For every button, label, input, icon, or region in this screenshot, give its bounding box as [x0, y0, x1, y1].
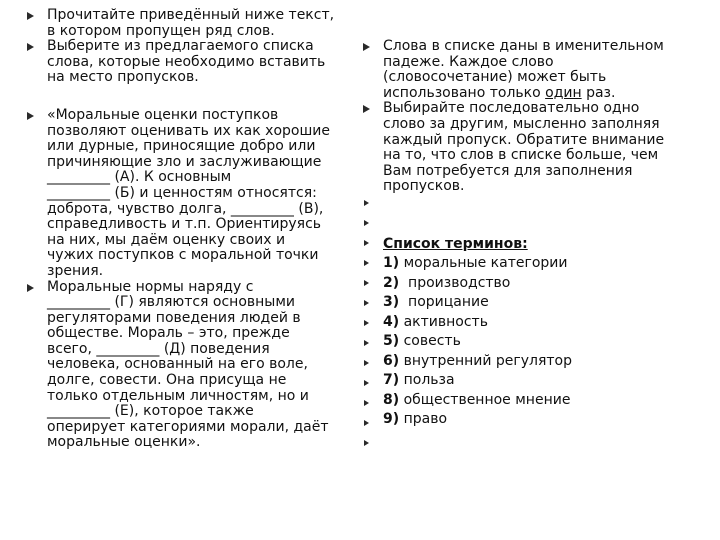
- passage-part-2: [27, 280, 362, 452]
- bullet-icon: [364, 240, 369, 246]
- term-item-5: [383, 332, 703, 352]
- bullet-icon: [363, 43, 370, 51]
- term-item-3: [383, 293, 703, 313]
- term-number: 2): [383, 274, 400, 291]
- term-text: право: [403, 411, 448, 427]
- bullet-icon: [364, 320, 369, 326]
- instruction-read-text: Прочитайте приведённый ниже текст, в котором пропущен ряд слов.: [47, 7, 335, 39]
- bullet-icon: [364, 340, 369, 346]
- term-text: порицание: [408, 294, 489, 310]
- term-text: общественное мнение: [403, 391, 571, 408]
- terms-title: Список терминов:: [383, 236, 528, 252]
- term-text: производство: [408, 274, 511, 291]
- bullet-icon: [364, 300, 369, 306]
- term-text: совесть: [403, 333, 461, 349]
- term-number: 8): [383, 391, 400, 408]
- terms-list: [383, 236, 703, 430]
- term-number: 5): [383, 333, 400, 349]
- bullet-icon: [363, 105, 370, 113]
- term-item-2: [383, 274, 703, 294]
- bullet-icon: [27, 112, 34, 120]
- term-number: 1): [383, 255, 400, 271]
- instruction-choose-text: Выберите из предлагаемого списка слова, которые необходимо вставить на место пропусков.: [47, 38, 326, 86]
- left-column: [27, 8, 362, 451]
- passage-part-1-text: «Моральные оценки поступков позволяют оценивать их как хорошие или дурные, приносящие добро или причиняющие зло и заслуживающие _________ (А). К основным _________ (Б) и ценностям относятся: доброта, чувство долга, _________ (В), справедливость и т.п. Ориентируясь на них, мы даём оценку своих и чужих поступков с моральной точки зрения.: [47, 106, 330, 279]
- term-text: моральные категории: [403, 255, 568, 271]
- instruction-read: [27, 8, 362, 39]
- term-item-6: [383, 352, 703, 372]
- term-item-4: [383, 313, 703, 333]
- term-number: 4): [383, 313, 400, 330]
- term-number: 9): [383, 411, 400, 427]
- note-nominative-main: Слова в списке даны в именительном падеже. Каждое слово (словосочетание) может быть использовано только: [383, 38, 664, 101]
- term-number: 6): [383, 352, 400, 369]
- bullet-icon: [364, 280, 369, 286]
- term-text: внутренний регулятор: [403, 352, 573, 369]
- bullet-icon: [27, 284, 34, 292]
- bullet-icon: [27, 43, 34, 51]
- note-sequence-text: Выбирайте последовательно одно слово за другим, мысленно заполняя каждый пропуск. Обратите внимание на то, что слов в списке больше, чем Вам потребуется для заполнения пропусков.: [383, 100, 665, 195]
- term-text: польза: [403, 372, 455, 388]
- bullet-icon: [364, 260, 369, 266]
- term-item-8: [383, 391, 703, 411]
- term-number: 3): [383, 294, 400, 310]
- note-nominative-text: [383, 39, 708, 101]
- bullet-icon: [364, 400, 369, 406]
- bullet-icon: [364, 360, 369, 366]
- bullet-icon: [364, 200, 369, 206]
- term-number: 7): [383, 372, 400, 388]
- term-item-1: [383, 254, 703, 274]
- passage-part-2-text: Моральные нормы наряду с _________ (Г) являются основными регуляторами поведения людей в обществе. Мораль – это, прежде всего, _________ (Д) поведения человека, основанный на его воле, долге, совести. Она присуща не только отдельным личностям, но и _________ (Е), которое также оперирует категориями морали, даёт моральные оценки».: [47, 278, 329, 451]
- instruction-choose: [27, 39, 362, 86]
- note-nominative: [363, 39, 708, 101]
- passage-part-1: [27, 108, 362, 280]
- bullet-icon: [27, 12, 34, 20]
- note-nominative-tail: раз.: [586, 84, 616, 101]
- term-item-7: [383, 371, 703, 391]
- empty-bullets: [364, 200, 374, 450]
- bullet-icon: [364, 220, 369, 226]
- bullet-icon: [364, 440, 369, 446]
- right-column: [363, 39, 708, 195]
- bullet-icon: [364, 420, 369, 426]
- bullet-icon: [364, 380, 369, 386]
- term-text: активность: [403, 313, 488, 330]
- term-item-9: [383, 410, 703, 430]
- note-emphasis: один: [545, 84, 582, 101]
- note-sequence: [363, 101, 708, 195]
